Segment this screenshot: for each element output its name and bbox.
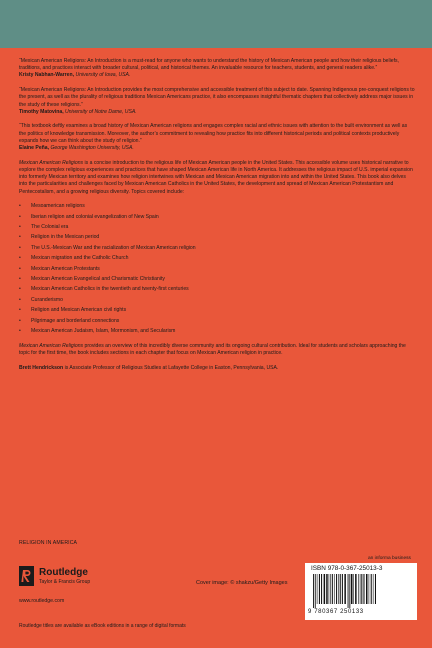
description <box>19 160 415 196</box>
author-bio <box>19 365 415 372</box>
topic-item: • The U.S.-Mexican War and the racialization of Mexican American religion <box>19 245 415 252</box>
overview <box>19 343 415 357</box>
isbn-number: ISBN 978-0-367-25013-3 <box>311 565 383 572</box>
topic-item: • The Colonial era <box>19 224 415 231</box>
topic-item: • Mexican American Protestants <box>19 266 415 273</box>
barcode-bar <box>332 574 333 604</box>
description-title: Mexican American Religions <box>19 159 84 166</box>
endorser-name: Kristy Nabhan-Warren, <box>19 72 75 79</box>
endorsement-quote: “This textbook deftly examines a broad history of Mexican American religions and engages complex racial and ethnic issues with attention to the built environment as well as the politics of knowledge transmission. Moreover, the author’s commitment to revealing how practice fits into different historical periods and political contexts productively expands how we can think about the study of religion.” <box>19 123 408 144</box>
description-body: is a concise introduction to the religious life of Mexican American people in the United States. This accessible volume uses historical narrative to explore the complex religious experiences and practices that have shaped Mexican American life in North America. It addresses the religious impact of U.S. imperial expansion into formerly Mexican territory and examines how religion intertwines with Mexican and Mexican American migration into and within the United States. This book also delves into the particularities and challenges faced by Mexican American Catholics in the United States, the development and spread of Mexican American Protestantism and Pentecostalism, and a growing religious diversity. Topics covered include: <box>19 159 413 195</box>
barcode-bar <box>355 574 357 604</box>
endorser-name: Elaine Peña, <box>19 145 50 152</box>
barcode-bar <box>344 574 346 604</box>
informa-business: an informa business <box>368 556 411 561</box>
endorsement-quote: “Mexican American Religions: An Introduction provides the most comprehensive and accessible treatment of this subject to date. Spanning Indigenous pre-conquest religions to the present, as well as the plurality of religious traditions Mexican Americans practice, it also encompasses insightful thematic chapters that collectively address major issues in the study of these religions.” <box>19 87 415 108</box>
barcode-bar <box>315 574 316 608</box>
barcode-bar <box>338 574 339 604</box>
barcode-bar <box>351 574 353 604</box>
barcode-bar <box>321 574 322 604</box>
topics-list <box>19 203 415 335</box>
publisher-subtitle: Taylor & Francis Group <box>39 579 91 585</box>
barcode-bar <box>336 574 337 604</box>
barcode-bar <box>334 574 335 604</box>
ebook-footnote: Routledge titles are available as eBook editions in a range of digital formats <box>19 623 186 629</box>
barcode-bar <box>330 574 331 604</box>
barcode-bar <box>371 574 372 604</box>
barcode-bar <box>326 574 328 604</box>
barcode-bar <box>348 574 349 608</box>
barcode-bar <box>353 574 354 604</box>
author-name: Brett Hendrickson <box>19 365 64 372</box>
barcode-bar <box>313 574 314 608</box>
barcode-bar <box>358 574 359 604</box>
barcode-bar <box>349 574 350 608</box>
barcode-bar <box>329 574 330 604</box>
barcode-bars <box>311 574 411 608</box>
barcode-digits: 9 780367 250133 <box>308 609 364 615</box>
topic-item: • Curanderismo <box>19 297 415 304</box>
barcode-bar <box>375 574 376 604</box>
barcode-bar <box>361 574 362 604</box>
endorsements <box>19 58 415 152</box>
endorser-affiliation: George Washington University, USA. <box>50 145 134 152</box>
barcode-bar <box>342 574 343 604</box>
barcode-bar <box>366 574 368 604</box>
publisher-website[interactable]: www.routledge.com <box>19 598 65 604</box>
barcode-bar <box>373 574 374 604</box>
endorsement <box>19 123 415 152</box>
barcode-bar <box>360 574 361 604</box>
author-bio-text: is Associate Professor of Religious Studies at Lafayette College in Easton, Pennsylvania, USA. <box>63 365 279 372</box>
barcode-bar <box>369 574 370 604</box>
topic-item: • Mesoamerican religions <box>19 203 415 210</box>
endorsement <box>19 58 415 80</box>
publisher-logo <box>19 566 129 594</box>
overview-title: Mexican American Religions <box>19 343 84 350</box>
topic-item: • Mexican American Catholics in the twentieth and twenty-first centuries <box>19 286 415 293</box>
barcode-bar <box>324 574 326 604</box>
isbn-barcode <box>305 563 417 620</box>
topic-item: • Pilgrimage and borderland connections <box>19 318 415 325</box>
publisher-name: Routledge <box>39 567 88 578</box>
topic-item: • Mexican American Evangelical and Charismatic Christianity <box>19 276 415 283</box>
barcode-bar <box>340 574 341 604</box>
cover-image-credit: Cover image: © shakzu/Getty Images <box>196 580 288 586</box>
barcode-bar <box>317 574 318 604</box>
endorser-affiliation: University of Iowa, USA. <box>75 72 131 79</box>
barcode-bar <box>319 574 320 604</box>
routledge-r-logo-icon <box>19 566 34 586</box>
overview-body: provides an overview of this incredibly diverse community and its ongoing cultural contribution. Ideal for students and scholars approaching the topic for the first time, the book includes sections in each chapter that focus on Mexican American religion in practice. <box>19 343 406 357</box>
barcode-bar <box>363 574 364 604</box>
topic-item: • Religion in the Mexican period <box>19 234 415 241</box>
endorser-affiliation: University of Notre Dame, USA. <box>65 108 137 115</box>
topic-item: • Religion and Mexican American civil rights <box>19 307 415 314</box>
series-name: RELIGION IN AMERICA <box>19 540 78 546</box>
topic-item: • Mexican American Judaism, Islam, Mormonism, and Secularism <box>19 328 415 335</box>
topic-item: • Mexican migration and the Catholic Church <box>19 255 415 262</box>
top-color-band <box>0 0 432 48</box>
endorsement <box>19 87 415 116</box>
topic-item: • Iberian religion and colonial evangelization of New Spain <box>19 214 415 221</box>
endorser-name: Timothy Matovina, <box>19 108 64 115</box>
back-cover-text <box>19 58 415 380</box>
endorsement-quote: “Mexican American Religions: An Introduction is a must-read for anyone who wants to understand the history of Mexican American people and how their religious beliefs, traditions, and practices interact with broader cultural, political, and historical themes. An invaluable resource for teachers, students, and general readers alike.” <box>19 58 399 72</box>
